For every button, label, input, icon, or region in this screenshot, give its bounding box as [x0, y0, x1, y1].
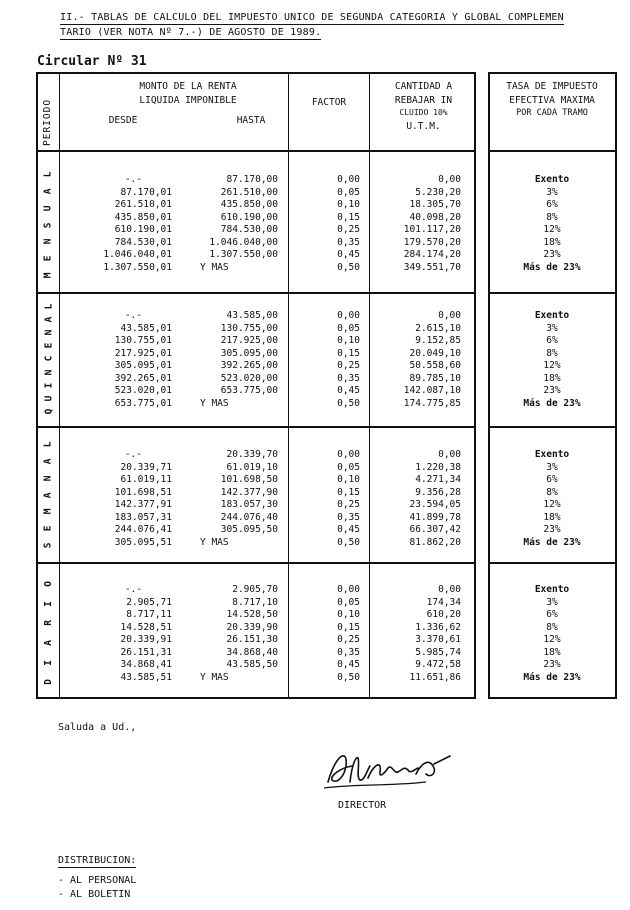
cantidad-cell: 142.087,10 — [403, 385, 461, 396]
desde-cell: -.- — [124, 174, 142, 185]
factor-cell: 0,10 — [337, 335, 360, 346]
desde-cell: 523.020,01 — [114, 385, 172, 396]
cantidad-cell: 81.862,20 — [409, 536, 461, 548]
factor-cell: 0,25 — [337, 499, 360, 510]
cantidad-cell: 174,34 — [426, 596, 461, 608]
hasta-cell: 435.850,00 — [220, 199, 278, 210]
cantidad-cell: 0,00 — [438, 584, 461, 595]
factor-cell: 0,15 — [337, 347, 360, 359]
hasta-cell: 1.307.550,00 — [209, 249, 278, 260]
cantidad-header-line4: U.T.M. — [406, 121, 441, 132]
cantidad-cell: 5.985,74 — [415, 646, 461, 658]
factor-cell: 0,45 — [337, 385, 360, 396]
hasta-cell: 217.925,00 — [220, 335, 278, 346]
desde-cell: 142.377,91 — [114, 499, 172, 510]
hasta-cell: 43.585,00 — [226, 310, 278, 321]
tasa-cell: 8% — [546, 621, 558, 633]
desde-cell: 261.510,01 — [114, 199, 172, 210]
factor-cell: 0,10 — [337, 609, 360, 620]
hasta-cell: 1.046.040,00 — [209, 236, 278, 248]
tasa-cell: Exento — [534, 310, 570, 321]
tasa-cell: 6% — [546, 609, 558, 620]
tasa-cell: 23% — [543, 385, 561, 396]
tasa-cell: 12% — [543, 499, 561, 510]
factor-cell: 0,50 — [337, 397, 360, 409]
cantidad-cell: 0,00 — [438, 310, 461, 321]
tasa-cell: Exento — [534, 584, 570, 595]
factor-cell: 0,25 — [337, 634, 360, 645]
factor-header: FACTOR — [311, 97, 347, 108]
hasta-cell: 8.717,10 — [232, 596, 278, 608]
desde-cell: 305.095,01 — [114, 360, 172, 371]
tax-table-main — [36, 72, 476, 699]
cantidad-cell: 66.307,42 — [409, 524, 461, 535]
desde-cell: 653.775,01 — [114, 397, 172, 409]
desde-cell: 610.190,01 — [114, 224, 172, 235]
hasta-cell: 523.020,00 — [220, 372, 278, 384]
tasa-header-line1: TASA DE IMPUESTO — [506, 81, 598, 92]
tasa-cell: Exento — [534, 449, 570, 460]
cantidad-cell: 179.570,20 — [403, 236, 461, 248]
desde-cell: 43.585,51 — [120, 671, 172, 683]
desde-cell: 34.868,41 — [120, 659, 172, 670]
monto-header-line2: LIQUIDA IMPONIBLE — [139, 95, 237, 106]
tasa-cell: 3% — [546, 596, 558, 608]
tasa-cell: 6% — [546, 199, 558, 210]
desde-cell: 20.339,71 — [120, 461, 172, 473]
hasta-cell: 392.265,00 — [220, 360, 278, 371]
cantidad-cell: 9.152,85 — [415, 335, 461, 346]
desde-cell: 2.905,71 — [126, 596, 172, 608]
cantidad-cell: 4.271,34 — [415, 474, 461, 485]
distribution-heading: DISTRIBUCION: — [58, 855, 137, 866]
factor-cell: 0,00 — [337, 310, 360, 321]
hasta-cell: 244.076,40 — [220, 511, 278, 523]
factor-cell: 0,45 — [337, 249, 360, 260]
factor-cell: 0,15 — [337, 486, 360, 498]
desde-cell: 1.046.040,01 — [103, 249, 172, 260]
hasta-cell: 2.905,70 — [232, 584, 278, 595]
tasa-cell: 23% — [543, 249, 561, 260]
hasta-cell: Y MAS — [200, 397, 229, 409]
tasa-cell: 18% — [543, 511, 561, 523]
cantidad-cell: 9.356,28 — [415, 486, 461, 498]
desde-cell: 1.307.550,01 — [103, 261, 172, 273]
tasa-cell: 3% — [546, 186, 558, 198]
factor-cell: 0,25 — [337, 360, 360, 371]
cantidad-cell: 1.336,62 — [415, 621, 461, 633]
period-label: L A U S N E M — [42, 171, 54, 279]
factor-cell: 0,15 — [337, 621, 360, 633]
desde-cell: 61.019,11 — [120, 474, 172, 485]
hasta-cell: 784.530,00 — [220, 224, 278, 235]
desde-cell: 26.151,31 — [120, 646, 172, 658]
tasa-header-line3: POR CADA TRAMO — [516, 108, 588, 118]
cantidad-cell: 40.098,20 — [409, 211, 461, 223]
factor-cell: 0,35 — [337, 646, 360, 658]
desde-cell: 8.717,11 — [126, 609, 172, 620]
factor-cell: 0,05 — [337, 186, 360, 198]
cantidad-cell: 3.370,61 — [415, 634, 461, 645]
desde-cell: 130.755,01 — [114, 335, 172, 346]
cantidad-cell: 0,00 — [438, 174, 461, 185]
factor-cell: 0,15 — [337, 211, 360, 223]
factor-cell: 0,35 — [337, 236, 360, 248]
factor-cell: 0,05 — [337, 461, 360, 473]
cantidad-cell: 20.049,10 — [409, 347, 461, 359]
cantidad-cell: 2.615,10 — [415, 322, 461, 334]
hasta-cell: 14.528,50 — [226, 609, 278, 620]
factor-cell: 0,05 — [337, 596, 360, 608]
desde-cell: 305.095,51 — [114, 536, 172, 548]
hasta-cell: 87.170,00 — [226, 174, 278, 185]
factor-cell: 0,05 — [337, 322, 360, 334]
hasta-header: HASTA — [236, 115, 266, 126]
hasta-cell: Y MAS — [200, 261, 229, 273]
monto-header-line1: MONTO DE LA RENTA — [139, 81, 237, 92]
hasta-cell: 183.057,30 — [220, 499, 278, 510]
factor-cell: 0,50 — [337, 671, 360, 683]
cantidad-cell: 284.174,20 — [403, 249, 461, 260]
desde-cell: 20.339,91 — [120, 634, 172, 645]
desde-cell: 183.057,31 — [114, 511, 172, 523]
periodo-header: PERIODO — [42, 98, 53, 146]
tasa-cell: 3% — [546, 461, 558, 473]
cantidad-cell: 23.594,05 — [409, 499, 461, 510]
tasa-cell: 23% — [543, 524, 561, 535]
factor-cell: 0,50 — [337, 261, 360, 273]
director-signature — [322, 744, 462, 794]
tasa-cell: Más de 23% — [523, 397, 581, 409]
factor-cell: 0,10 — [337, 199, 360, 210]
tasa-cell: Más de 23% — [523, 671, 581, 683]
period-label: O I R A I D — [43, 580, 55, 685]
tasa-cell: 18% — [543, 236, 561, 248]
hasta-cell: 142.377,90 — [220, 486, 278, 498]
cantidad-cell: 18.305,70 — [409, 199, 461, 210]
hasta-cell: 43.585,50 — [226, 659, 278, 670]
tasa-cell: 12% — [543, 634, 561, 645]
tasa-cell: 12% — [543, 224, 561, 235]
cantidad-cell: 1.220,38 — [415, 461, 461, 473]
desde-cell: 43.585,01 — [120, 322, 172, 334]
cantidad-cell: 101.117,20 — [403, 224, 461, 235]
factor-cell: 0,00 — [337, 174, 360, 185]
cantidad-cell: 0,00 — [438, 449, 461, 460]
cantidad-cell: 89.785,10 — [409, 372, 461, 384]
period-label: L A N A M E S — [42, 441, 54, 549]
tasa-cell: 12% — [543, 360, 561, 371]
director-title: DIRECTOR — [338, 800, 387, 811]
circular-number: Circular Nº 31 — [37, 54, 147, 69]
tasa-header-line2: EFECTIVA MAXIMA — [509, 95, 595, 106]
factor-cell: 0,45 — [337, 659, 360, 670]
tasa-cell: 8% — [546, 347, 558, 359]
desde-cell: 217.925,01 — [114, 347, 172, 359]
hasta-cell: 26.151,30 — [226, 634, 278, 645]
hasta-cell: 261.510,00 — [220, 186, 278, 198]
hasta-cell: 20.339,70 — [226, 449, 278, 460]
cantidad-cell: 41.899,78 — [409, 511, 461, 523]
tasa-cell: 23% — [543, 659, 561, 670]
distribution-item: - AL BOLETIN — [58, 889, 131, 900]
hasta-cell: 101.698,50 — [220, 474, 278, 485]
desde-cell: -.- — [124, 584, 142, 595]
hasta-cell: 653.775,00 — [220, 385, 278, 396]
closing-salutation: Saluda a Ud., — [58, 722, 137, 733]
cantidad-cell: 174.775,85 — [403, 397, 461, 409]
desde-cell: 101.698,51 — [114, 486, 172, 498]
desde-cell: 435.850,01 — [114, 211, 172, 223]
document-title-line1: II.- TABLAS DE CALCULO DEL IMPUESTO UNICO DE SEGUNDA CATEGORIA Y GLOBAL COMPLEMEN — [60, 12, 564, 23]
cantidad-cell: 5.230,20 — [415, 186, 461, 198]
cantidad-cell: 349.551,70 — [403, 261, 461, 273]
hasta-cell: 20.339,90 — [226, 621, 278, 633]
hasta-cell: 305.095,00 — [220, 347, 278, 359]
cantidad-cell: 9.472,58 — [415, 659, 461, 670]
tasa-cell: 6% — [546, 474, 558, 485]
tasa-cell: 8% — [546, 211, 558, 223]
cantidad-header-line2: REBAJAR IN — [394, 95, 453, 106]
cantidad-cell: 50.558,60 — [409, 360, 461, 371]
desde-cell: -.- — [124, 449, 142, 460]
tasa-cell: Exento — [534, 174, 570, 185]
factor-cell: 0,25 — [337, 224, 360, 235]
desde-cell: -.- — [124, 310, 142, 321]
tax-table-tasa — [488, 72, 617, 699]
tasa-cell: Más de 23% — [523, 536, 581, 548]
hasta-cell: 305.095,50 — [220, 524, 278, 535]
distribution-item: - AL PERSONAL — [58, 875, 137, 886]
cantidad-cell: 610,20 — [426, 609, 461, 620]
cantidad-header-line1: CANTIDAD A — [394, 81, 453, 92]
document-title-line2: TARIO (VER NOTA Nº 7.-) DE AGOSTO DE 1989. — [60, 27, 322, 38]
hasta-cell: Y MAS — [200, 536, 229, 548]
desde-cell: 87.170,01 — [120, 186, 172, 198]
hasta-cell: 610.190,00 — [220, 211, 278, 223]
factor-cell: 0,00 — [337, 449, 360, 460]
factor-cell: 0,45 — [337, 524, 360, 535]
desde-cell: 392.265,01 — [114, 372, 172, 384]
tasa-cell: 6% — [546, 335, 558, 346]
factor-cell: 0,00 — [337, 584, 360, 595]
hasta-cell: 130.755,00 — [220, 322, 278, 334]
desde-cell: 784.530,01 — [114, 236, 172, 248]
tasa-cell: 18% — [543, 646, 561, 658]
tasa-cell: 8% — [546, 486, 558, 498]
period-label: L A N E C N I U Q — [43, 303, 55, 415]
tasa-cell: 18% — [543, 372, 561, 384]
tasa-cell: 3% — [546, 322, 558, 334]
factor-cell: 0,35 — [337, 372, 360, 384]
factor-cell: 0,35 — [337, 511, 360, 523]
hasta-cell: 61.019,10 — [226, 461, 278, 473]
hasta-cell: Y MAS — [200, 671, 229, 683]
tasa-cell: Más de 23% — [523, 261, 581, 273]
hasta-cell: 34.868,40 — [226, 646, 278, 658]
desde-cell: 14.528,51 — [120, 621, 172, 633]
factor-cell: 0,10 — [337, 474, 360, 485]
factor-cell: 0,50 — [337, 536, 360, 548]
desde-cell: 244.076,41 — [114, 524, 172, 535]
desde-header: DESDE — [108, 115, 138, 126]
cantidad-header-line3: CLUIDO 10% — [399, 108, 448, 117]
cantidad-cell: 11.651,86 — [409, 671, 461, 683]
